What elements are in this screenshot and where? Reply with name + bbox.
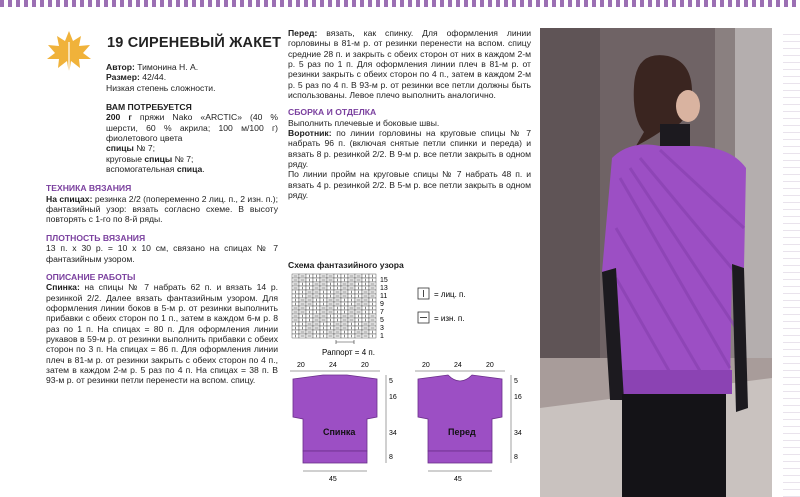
dim-side: 34: [514, 430, 522, 437]
left-column: [46, 62, 278, 386]
pattern-chart: [288, 258, 533, 358]
dim-side: 5: [514, 378, 518, 385]
aux-pre: вспомогательная: [106, 164, 177, 175]
chart-grid: [292, 274, 376, 338]
front-rib: [428, 451, 492, 463]
technique-heading: ТЕХНИКА ВЯЗАНИЯ: [46, 183, 132, 194]
difficulty: Низкая степень сложности.: [106, 82, 216, 93]
row-number: 1: [380, 333, 384, 340]
aux-label: спица: [176, 164, 203, 175]
gauge-heading: ПЛОТНОСТЬ ВЯЗАНИЯ: [46, 232, 146, 243]
dim-side: 8: [514, 454, 518, 461]
circular-label: спицы: [144, 153, 173, 164]
row-number: 13: [380, 285, 388, 292]
dim-top-mid: 24: [454, 362, 462, 369]
back-schematic: [290, 362, 397, 483]
needles-value: № 7;: [133, 143, 156, 154]
page-edge: [783, 28, 800, 497]
front-shape: [418, 375, 502, 451]
dim-top-right: 20: [486, 362, 494, 369]
assembly-seams: Выполнить плечевые и боковые швы.: [288, 117, 440, 128]
page-title: 19 СИРЕНЕВЫЙ ЖАКЕТ: [107, 35, 282, 51]
back-label-diagram: Спинка: [323, 427, 356, 437]
dim-top-right: 20: [361, 362, 369, 369]
front-label-diagram: Перед: [448, 427, 476, 437]
front-schematic: [415, 362, 522, 483]
garment-schematics: [285, 357, 535, 497]
middle-column: [288, 28, 531, 201]
circular-value: № 7;: [172, 153, 194, 164]
collar-label: Воротник:: [288, 128, 332, 139]
yarn-description: пряжи Nako «ARCTIC» (40 % шерсти, 60 % акрила; 100 м/100 г) фиолетового цвета: [106, 112, 278, 144]
row-number: 3: [380, 325, 384, 332]
author-value: Тимонина Н. А.: [137, 62, 199, 72]
chart-row-numbers: [380, 277, 388, 340]
dim-top-mid: 24: [329, 362, 337, 369]
technique-needles-text: резинка 2/2 (попеременно 2 лиц. п., 2 изн. п.);: [92, 193, 278, 204]
top-stripe: [0, 0, 800, 7]
legend-purl-label: = изн. п.: [434, 314, 465, 323]
size-label: Размер:: [106, 72, 140, 83]
gauge-text: 13 п. х 30 р. = 10 х 10 см, связано на спицах № 7 фантазийным узором.: [46, 243, 278, 264]
front-text: вязать, как спинку. Для оформления линии горловины в 81-м р. от резинки перенести на вспом. спицу средние 28 п. и закрыть с обеих сторон от них в каждом 2-м р. 5 раз по 1 п. Для оформления линии плеч в 81-м р. от резинки закрыть с обеих сторон по 4 п., затем в каждом 2-м р. 5 раз по 4 п. В 93-м р. от резинки все петли должны быть использованы. Левое плечо выполнить аналогично.: [288, 28, 531, 101]
yarn-amount: 200 г: [106, 112, 132, 123]
rapport-label: Раппорт = 4 п.: [322, 348, 375, 357]
row-number: 7: [380, 309, 384, 316]
model-photo: [540, 28, 772, 497]
dim-top-left: 20: [297, 362, 305, 369]
author-label: Автор:: [106, 62, 135, 72]
meta-block: [46, 62, 278, 174]
row-number: 11: [380, 293, 388, 300]
row-number: 9: [380, 301, 384, 308]
row-number: 15: [380, 277, 388, 284]
dim-side: 16: [514, 394, 522, 401]
size-value: 42/44.: [142, 72, 167, 83]
needles-label: спицы: [106, 143, 134, 154]
dim-side: 34: [389, 430, 397, 437]
circular-pre: круговые: [106, 153, 145, 164]
dim-side: 16: [389, 394, 397, 401]
dim-side: 5: [389, 378, 393, 385]
legend-knit-label: = лиц. п.: [434, 290, 466, 299]
dim-bottom: 45: [329, 476, 337, 483]
back-rib: [303, 451, 367, 463]
materials-heading: ВАМ ПОТРЕБУЕТСЯ: [106, 102, 192, 113]
dim-top-left: 20: [422, 362, 430, 369]
aux-value: .: [202, 164, 205, 175]
description-heading: ОПИСАНИЕ РАБОТЫ: [46, 271, 136, 282]
row-number: 5: [380, 317, 384, 324]
armhole-text: По линии пройм на круговые спицы № 7 набрать 48 п. и вязать 4 р. резинкой 2/2. В 5-м р. все петли закрыть в одном ряду.: [288, 169, 531, 201]
back-label: Спинка:: [46, 282, 80, 293]
chart-title: Схема фантазийного узора: [288, 260, 404, 270]
back-shape: [293, 375, 377, 451]
dim-bottom: 45: [454, 476, 462, 483]
technique-needles-label: На спицах:: [46, 193, 93, 204]
assembly-heading: СБОРКА И ОТДЕЛКА: [288, 107, 377, 118]
dim-side: 8: [389, 454, 393, 461]
technique-pattern-text: фантазийный узор: вязать согласно схеме. В высоту повторять с 1-го по 8-й ряды.: [46, 204, 278, 225]
back-text: на спицы № 7 набрать 62 п. и вязать 14 р. резинкой 2/2. Далее вязать фантазийным узором. Для оформления линии боков в 5-м р. от резинки выполнить прибавки с обеих сторон по 1 п., затем в каждом 6-м р. 8 раз по 1 п. На спицах = 80 п. Для оформления линии рукавов в 59-м р. от резинки выполнить прибавки с обеих сторон по 3 п. На спицах = 86 п. Для оформления линии плеч в 81-м р. от резинки закрыть с обеих сторон по 4 п., затем в каждом 2-м р. 5 раз по 4 п. На спицах = 38 п. В 93-м р. от резинки петли перенести на вспом. спицу.: [46, 282, 278, 386]
front-label: Перед:: [288, 28, 318, 38]
collar-text: по линии горловины на круговые спицы № 7 набрать 96 п. (включая снятые петли спинки и переда) и вязать 8 р. резинкой 2/2. В 9-м р. все петли закрыть в одном ряду.: [288, 128, 531, 170]
